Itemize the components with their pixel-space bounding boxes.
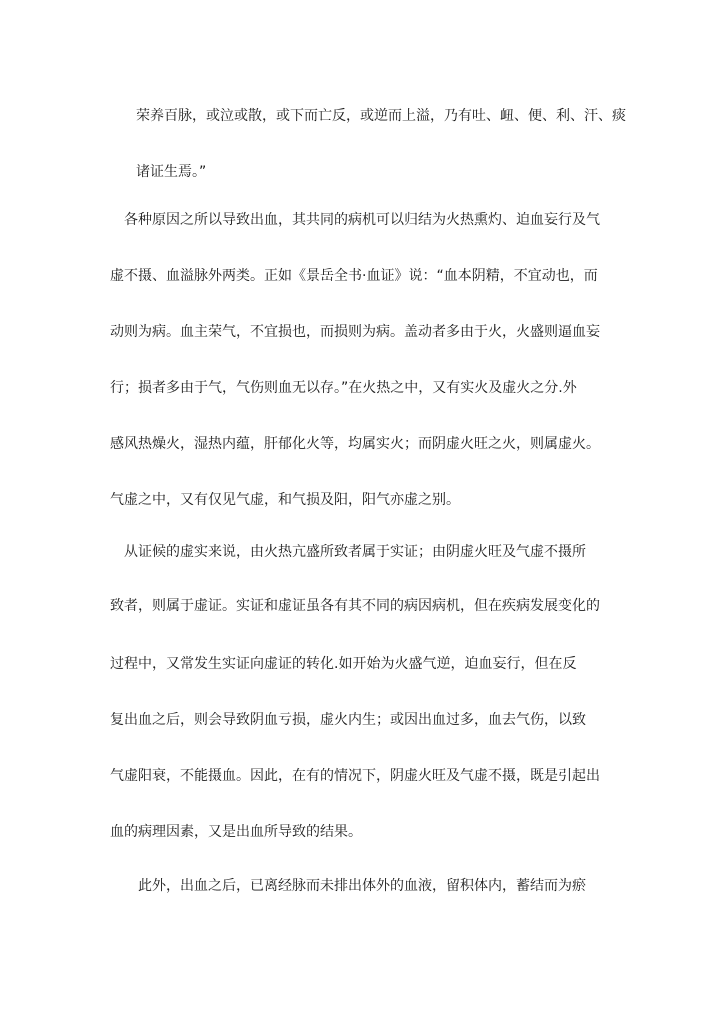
text-line: 过程中，又常发生实证向虚证的转化.如开始为火盛气逆，迫血妄行，但在反 — [110, 656, 577, 672]
text-line: 诸证生焉。” — [136, 164, 207, 180]
text-line: 复出血之后，则会导致阴血亏损，虚火内生；或因出血过多，血去气伤，以致 — [110, 712, 586, 728]
text-line: 气虚之中，又有仅见气虚，和气损及阳，阳气亦虚之别。 — [110, 492, 460, 508]
text-line: 行；损者多由于气，气伤则血无以存。”在火热之中，又有实火及虚火之分.外 — [110, 380, 577, 396]
text-line: 此外，出血之后，已离经脉而未排出体外的血液，留积体内，蓄结而为瘀 — [138, 878, 586, 894]
text-line: 动则为病。血主荣气，不宜损也，而损则为病。盖动者多由于火，火盛则逼血妄 — [110, 324, 600, 340]
text-line: 从证候的虚实来说，由火热亢盛所致者属于实证；由阴虚火旺及气虚不摄所 — [124, 544, 586, 560]
text-line: 各种原因之所以导致出血，其共同的病机可以归结为火热熏灼、迫血妄行及气 — [124, 212, 600, 228]
text-line: 血的病理因素，又是出血所导致的结果。 — [110, 824, 362, 840]
text-line: 荣养百脉，或泣或散，或下而亡反，或逆而上溢，乃有吐、衄、便、利、汗、痰 — [136, 108, 626, 124]
text-line: 气虚阳衰，不能摄血。因此，在有的情况下，阴虚火旺及气虚不摄，既是引起出 — [110, 768, 600, 784]
text-line: 致者，则属于虚证。实证和虚证虽各有其不同的病因病机，但在疾病发展变化的 — [110, 598, 600, 614]
text-line: 虚不摄、血溢脉外两类。正如《景岳全书·血证》说：“血本阴精，不宜动也，而 — [110, 268, 598, 284]
text-line: 感风热燥火，湿热内蕴，肝郁化火等，均属实火；而阴虚火旺之火，则属虚火。 — [110, 436, 600, 452]
